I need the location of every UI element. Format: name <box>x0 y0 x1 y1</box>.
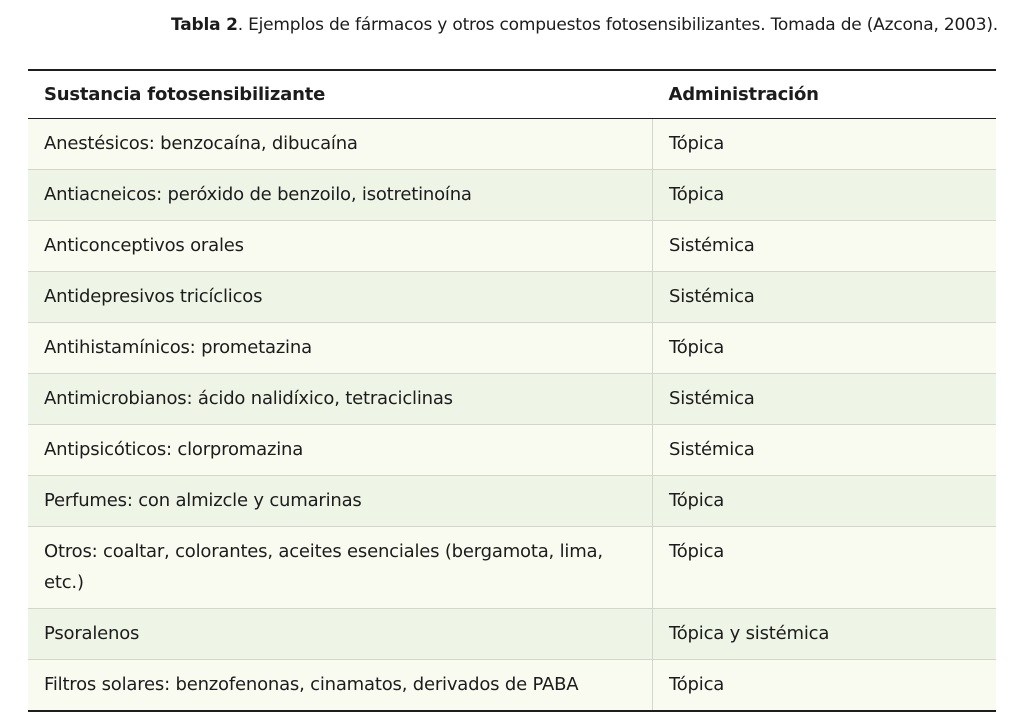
substance-cell: Otros: coaltar, colorantes, aceites esenciales (bergamota, lima, etc.) <box>28 527 653 609</box>
substance-cell: Antihistamínicos: prometazina <box>28 323 653 374</box>
table-caption <box>171 13 998 37</box>
administration-cell: Sistémica <box>653 425 997 476</box>
table-row <box>28 119 996 170</box>
administration-cell: Sistémica <box>653 272 997 323</box>
table-row <box>28 323 996 374</box>
photosensitizer-table <box>28 69 996 712</box>
table-row <box>28 425 996 476</box>
caption-label: Tabla 2 <box>171 15 238 35</box>
administration-cell: Tópica <box>653 476 997 527</box>
administration-cell: Tópica <box>653 660 997 712</box>
table-row <box>28 170 996 221</box>
table-row <box>28 609 996 660</box>
administration-cell: Sistémica <box>653 374 997 425</box>
substance-cell: Perfumes: con almizcle y cumarinas <box>28 476 653 527</box>
caption-text: . Ejemplos de fármacos y otros compuestos fotosensibilizantes. Tomada de (Azcona, 2003). <box>237 15 998 35</box>
table-row <box>28 660 996 712</box>
table-row <box>28 476 996 527</box>
header-row <box>28 70 996 119</box>
substance-cell: Filtros solares: benzofenonas, cinamatos, derivados de PABA <box>28 660 653 712</box>
table-row <box>28 527 996 609</box>
substance-cell: Anestésicos: benzocaína, dibucaína <box>28 119 653 170</box>
administration-cell: Tópica <box>653 119 997 170</box>
substance-cell: Antimicrobianos: ácido nalidíxico, tetraciclinas <box>28 374 653 425</box>
table-row <box>28 221 996 272</box>
administration-cell: Tópica <box>653 527 997 609</box>
header-administration: Administración <box>653 70 997 119</box>
substance-cell: Antidepresivos tricíclicos <box>28 272 653 323</box>
administration-cell: Sistémica <box>653 221 997 272</box>
table-row <box>28 374 996 425</box>
substance-cell: Anticonceptivos orales <box>28 221 653 272</box>
administration-cell: Tópica y sistémica <box>653 609 997 660</box>
table-container <box>28 69 996 712</box>
substance-cell: Psoralenos <box>28 609 653 660</box>
substance-cell: Antipsicóticos: clorpromazina <box>28 425 653 476</box>
administration-cell: Tópica <box>653 323 997 374</box>
table-row <box>28 272 996 323</box>
header-substance: Sustancia fotosensibilizante <box>28 70 653 119</box>
substance-cell: Antiacneicos: peróxido de benzoilo, isotretinoína <box>28 170 653 221</box>
administration-cell: Tópica <box>653 170 997 221</box>
